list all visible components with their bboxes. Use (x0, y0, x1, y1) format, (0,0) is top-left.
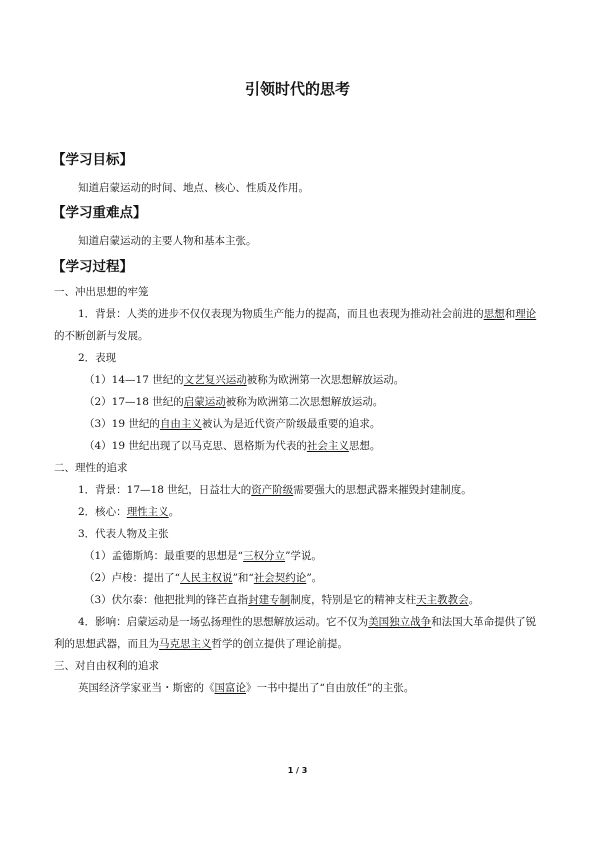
part1-item-2 (54, 391, 544, 413)
part2-influence (54, 611, 544, 655)
process-heading: 【学习过程】 (52, 259, 133, 275)
part2-voltaire (54, 589, 544, 611)
text-run: 被称为欧洲第一次思想解放运动。 (246, 374, 405, 386)
text-run: 被认为是近代资产阶级最重要的追求。 (201, 418, 381, 430)
text-run: （1）14—17 世纪的 (84, 374, 184, 386)
part3-text (54, 677, 544, 699)
key-heading: 【学习重难点】 (52, 205, 147, 221)
goal-text: 知道启蒙运动的时间、地点、核心、性质及作用。 (78, 182, 309, 194)
text-run: （2）卢梭：提出了“ (84, 572, 181, 584)
text-run: 。 (168, 506, 180, 518)
document-body (54, 140, 544, 699)
underlined-term: 美国独立战争 (368, 616, 432, 628)
part1-background (54, 303, 544, 347)
underlined-term: 封建专制 (248, 594, 291, 606)
underlined-term: 社会契约论 (253, 572, 307, 584)
key-text: 知道启蒙运动的主要人物和基本主张。 (78, 235, 257, 247)
text-run: 哲学的创立提供了理论前提。 (211, 638, 348, 650)
text-run: 英国经济学家亚当・斯密的《 (78, 682, 215, 694)
part1-performance-title: 2．表现 (78, 352, 117, 364)
text-run: 需要强大的思想武器来摧毁封建制度。 (293, 484, 472, 496)
underlined-term: 国富论 (214, 682, 246, 694)
part2-rousseau (54, 567, 544, 589)
text-run: 4．影响：启蒙运动是一场弘扬理性的思想解放运动。它不仅为 (78, 616, 369, 628)
text-run: （3）伏尔泰：他把批判的锋芒直指 (84, 594, 249, 606)
page-title: 引领时代的思考 (244, 80, 350, 98)
text-run: 制度，特别是它的精神支柱 (290, 594, 417, 606)
part2-title: 二、理性的追求 (54, 462, 128, 474)
underlined-term: 文艺复兴运动 (183, 374, 247, 386)
underlined-term: 资产阶级 (251, 484, 294, 496)
text-run: ”学说。 (285, 550, 322, 562)
text-run: （4）19 世纪出现了以马克思、恩格斯为代表的 (84, 440, 307, 452)
text-run: 2．核心： (78, 506, 127, 518)
page-number: 1 / 3 (287, 766, 308, 775)
text-run: ”和“ (232, 572, 254, 584)
underlined-term: 马克思主义 (159, 638, 212, 650)
part2-people-title: 3．代表人物及主张 (78, 528, 169, 540)
underlined-term: 人民主权说 (180, 572, 233, 584)
text-run: （3）19 世纪的 (84, 418, 160, 430)
text-run: 思想。 (348, 440, 381, 452)
part1-item-1 (54, 369, 544, 391)
text-run: 1．背景：17—18 世纪，日益壮大的 (78, 484, 252, 496)
part2-background (54, 479, 544, 501)
part1-item-4 (54, 435, 544, 457)
part2-montesquieu (54, 545, 544, 567)
underlined-term: 自由主义 (159, 418, 202, 430)
underlined-term: 社会主义 (306, 440, 349, 452)
underlined-term: 启蒙运动 (183, 396, 226, 408)
text-run: 。 (468, 594, 480, 606)
text-run: （1）孟德斯鸠：最重要的思想是“ (84, 550, 244, 562)
underlined-term: 思想 (483, 308, 505, 320)
text-run: （2）17—18 世纪的 (84, 396, 184, 408)
text-run: 和法国大革命提供了锐利的思想武器，而且为 (54, 616, 537, 650)
underlined-term: 三权分立 (243, 550, 286, 562)
underlined-term: 理性主义 (126, 506, 169, 518)
text-run: 和 (504, 308, 516, 320)
text-run: 的不断创新与发展。 (54, 330, 149, 342)
text-run: 1．背景：人类的进步不仅仅表现为物质生产能力的提高，而且也表现为推动社会前进的 (78, 308, 484, 320)
underlined-term: 理论 (515, 308, 537, 320)
part2-core (54, 501, 544, 523)
part1-item-3 (54, 413, 544, 435)
part1-title: 一、冲出思想的牢笼 (54, 286, 149, 298)
text-run: 》一书中提出了“自由放任”的主张。 (246, 682, 415, 694)
underlined-term: 天主教教会 (416, 594, 469, 606)
text-run: 被称为欧洲第二次思想解放运动。 (225, 396, 384, 408)
text-run: ”。 (306, 572, 323, 584)
goal-heading: 【学习目标】 (52, 152, 133, 168)
part3-title: 三、对自由权利的追求 (54, 660, 159, 672)
